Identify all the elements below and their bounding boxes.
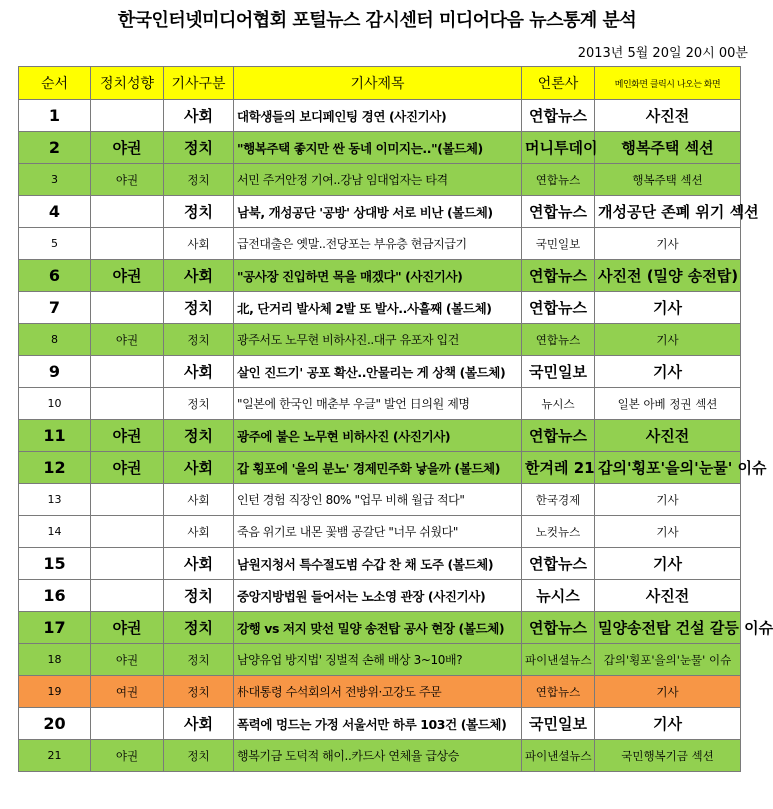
table-body (19, 100, 773, 772)
table-header-row (19, 67, 741, 100)
report-date: 2013년 5월 20일 20시 00분 (577, 46, 748, 61)
row-press: 연합뉴스 (522, 196, 595, 228)
row-number: 10 (19, 388, 91, 420)
row-category: 정치 (164, 388, 234, 420)
row-press: 연합뉴스 (522, 548, 595, 580)
page-title: 한국인터넷미디어협회 포털뉴스 감시센터 미디어다음 뉴스통계 분석 (117, 10, 637, 31)
row-headline: 남원지청서 특수절도범 수갑 찬 채 도주 (볼드체) (234, 548, 522, 580)
header-leaning: 정치성향 (91, 67, 164, 100)
row-leaning: 야권 (91, 612, 164, 644)
table-row (19, 740, 741, 772)
row-landing: 사진전 (595, 580, 741, 612)
row-headline: 강행 vs 저지 맞선 밀양 송전탑 공사 현장 (볼드체) (234, 612, 522, 644)
row-headline: 서민 주거안정 기여..강남 임대업자는 타격 (234, 164, 522, 196)
table-row (19, 644, 741, 676)
row-headline: 광주에 붙은 노무현 비하사진 (사진기사) (234, 420, 522, 452)
row-category: 정치 (164, 132, 234, 164)
row-press: 국민일보 (522, 228, 595, 260)
row-landing: 기사 (595, 484, 741, 516)
row-landing: 기사 (595, 708, 741, 740)
row-leaning (91, 356, 164, 388)
row-category: 정치 (164, 164, 234, 196)
table-row (19, 516, 741, 548)
row-landing: 기사 (595, 516, 741, 548)
row-press: 연합뉴스 (522, 676, 595, 708)
row-number: 2 (19, 132, 91, 164)
row-category: 사회 (164, 548, 234, 580)
row-headline: 광주서도 노무현 비하사진..대구 유포자 입건 (234, 324, 522, 356)
row-landing: 사진전 (595, 420, 741, 452)
header-headline: 기사제목 (234, 67, 522, 100)
row-number: 13 (19, 484, 91, 516)
row-leaning: 야권 (91, 164, 164, 196)
row-press: 연합뉴스 (522, 164, 595, 196)
row-category: 정치 (164, 324, 234, 356)
row-leaning: 여권 (91, 676, 164, 708)
row-leaning (91, 388, 164, 420)
row-press: 뉴시스 (522, 580, 595, 612)
table-row (19, 676, 741, 708)
row-number: 8 (19, 324, 91, 356)
row-leaning: 야권 (91, 260, 164, 292)
row-category: 사회 (164, 228, 234, 260)
row-number: 19 (19, 676, 91, 708)
row-headline: 폭력에 멍드는 가정 서울서만 하루 103건 (볼드체) (234, 708, 522, 740)
table-row (19, 324, 741, 356)
row-category: 사회 (164, 452, 234, 484)
row-press: 뉴시스 (522, 388, 595, 420)
header-category: 기사구분 (164, 67, 234, 100)
table-row (19, 452, 741, 484)
row-headline: 北, 단거리 발사체 2발 또 발사..사흘째 (볼드체) (234, 292, 522, 324)
row-leaning (91, 484, 164, 516)
row-number: 21 (19, 740, 91, 772)
row-leaning (91, 516, 164, 548)
row-press: 머니투데이 (522, 132, 595, 164)
row-number: 7 (19, 292, 91, 324)
row-headline: "공사장 진입하면 목을 매겠다" (사진기사) (234, 260, 522, 292)
row-landing: 기사 (595, 292, 741, 324)
row-landing: 갑의'횡포'을의'눈물' 이슈 (595, 644, 741, 676)
row-press: 국민일보 (522, 708, 595, 740)
row-headline: 행복기금 도덕적 해이..카드사 연체율 급상승 (234, 740, 522, 772)
row-landing: 갑의'횡포'을의'눈물' 이슈 (595, 452, 741, 484)
row-landing: 개성공단 존폐 위기 섹션 (595, 196, 741, 228)
row-leaning: 야권 (91, 452, 164, 484)
row-category: 정치 (164, 196, 234, 228)
row-category: 정치 (164, 292, 234, 324)
row-number: 4 (19, 196, 91, 228)
row-leaning (91, 228, 164, 260)
table-row (19, 292, 741, 324)
row-headline: 남북, 개성공단 '공방' 상대방 서로 비난 (볼드체) (234, 196, 522, 228)
row-landing: 기사 (595, 324, 741, 356)
row-landing: 국민행복기금 섹션 (595, 740, 741, 772)
row-headline: 중앙지방법원 들어서는 노소영 관장 (사진기사) (234, 580, 522, 612)
row-category: 사회 (164, 356, 234, 388)
row-press: 파이낸셜뉴스 (522, 740, 595, 772)
row-number: 3 (19, 164, 91, 196)
row-headline: 남양유업 방지법' 징벌적 손해 배상 3~10배? (234, 644, 522, 676)
row-number: 12 (19, 452, 91, 484)
table-row (19, 356, 741, 388)
row-headline: 급전대출은 옛말..전당포는 부유층 현금지급기 (234, 228, 522, 260)
table-row (19, 132, 741, 164)
row-headline: "행복주택 좋지만 싼 동네 이미지는.."(볼드체) (234, 132, 522, 164)
row-category: 사회 (164, 260, 234, 292)
row-category: 사회 (164, 516, 234, 548)
header-press: 언론사 (522, 67, 595, 100)
row-headline: 대학생들의 보디페인팅 경연 (사진기사) (234, 100, 522, 132)
header-number: 순서 (19, 67, 91, 100)
row-leaning: 야권 (91, 420, 164, 452)
row-number: 15 (19, 548, 91, 580)
row-number: 16 (19, 580, 91, 612)
row-category: 사회 (164, 100, 234, 132)
table-row (19, 100, 741, 132)
header-landing: 메인화면 클릭시 나오는 화면 (595, 67, 741, 100)
table-row (19, 164, 741, 196)
table-row (19, 228, 741, 260)
row-category: 정치 (164, 676, 234, 708)
table-row (19, 388, 741, 420)
row-press: 파이낸셜뉴스 (522, 644, 595, 676)
row-landing: 사진전 (595, 100, 741, 132)
row-press: 연합뉴스 (522, 100, 595, 132)
table-row (19, 484, 741, 516)
row-number: 17 (19, 612, 91, 644)
row-press: 연합뉴스 (522, 612, 595, 644)
row-landing: 기사 (595, 228, 741, 260)
table-row (19, 548, 741, 580)
news-stats-table (18, 66, 773, 772)
row-press: 연합뉴스 (522, 292, 595, 324)
row-leaning (91, 708, 164, 740)
row-leaning (91, 196, 164, 228)
row-category: 정치 (164, 644, 234, 676)
table-row (19, 612, 741, 644)
row-press: 한겨레 21 (522, 452, 595, 484)
row-leaning: 야권 (91, 324, 164, 356)
row-number: 1 (19, 100, 91, 132)
row-headline: 갑 횡포에 '을의 분노' 경제민주화 낳을까 (볼드체) (234, 452, 522, 484)
row-landing: 행복주택 섹션 (595, 132, 741, 164)
row-landing: 기사 (595, 356, 741, 388)
row-leaning (91, 292, 164, 324)
table-row (19, 420, 741, 452)
row-press: 한국경제 (522, 484, 595, 516)
row-headline: 죽음 위기로 내몬 꽃뱀 공갈단 "너무 쉬웠다" (234, 516, 522, 548)
row-category: 정치 (164, 580, 234, 612)
row-headline: 살인 진드기' 공포 확산..안물리는 게 상책 (볼드체) (234, 356, 522, 388)
row-category: 사회 (164, 484, 234, 516)
row-press: 노컷뉴스 (522, 516, 595, 548)
row-leaning: 야권 (91, 740, 164, 772)
row-number: 20 (19, 708, 91, 740)
row-press: 연합뉴스 (522, 324, 595, 356)
row-leaning (91, 580, 164, 612)
row-number: 9 (19, 356, 91, 388)
row-headline: "일본에 한국인 매춘부 우글" 발언 日의원 제명 (234, 388, 522, 420)
row-leaning: 야권 (91, 132, 164, 164)
table-row (19, 260, 741, 292)
row-landing: 사진전 (밀양 송전탑) (595, 260, 741, 292)
table-row (19, 196, 741, 228)
row-category: 정치 (164, 420, 234, 452)
row-landing: 일본 아베 정권 섹션 (595, 388, 741, 420)
row-number: 6 (19, 260, 91, 292)
row-press: 국민일보 (522, 356, 595, 388)
row-leaning (91, 548, 164, 580)
row-category: 정치 (164, 740, 234, 772)
table-row (19, 708, 741, 740)
row-landing: 행복주택 섹션 (595, 164, 741, 196)
row-category: 정치 (164, 612, 234, 644)
row-landing: 기사 (595, 676, 741, 708)
row-landing: 기사 (595, 548, 741, 580)
row-number: 11 (19, 420, 91, 452)
row-category: 사회 (164, 708, 234, 740)
row-headline: 朴대통령 수석회의서 전방위·고강도 주문 (234, 676, 522, 708)
table-row (19, 580, 741, 612)
row-press: 연합뉴스 (522, 420, 595, 452)
row-headline: 인턴 경험 직장인 80% "업무 비해 월급 적다" (234, 484, 522, 516)
row-press: 연합뉴스 (522, 260, 595, 292)
row-number: 5 (19, 228, 91, 260)
row-number: 18 (19, 644, 91, 676)
row-leaning: 야권 (91, 644, 164, 676)
row-landing: 밀양송전탑 건설 갈등 이슈 (595, 612, 741, 644)
row-number: 14 (19, 516, 91, 548)
row-leaning (91, 100, 164, 132)
